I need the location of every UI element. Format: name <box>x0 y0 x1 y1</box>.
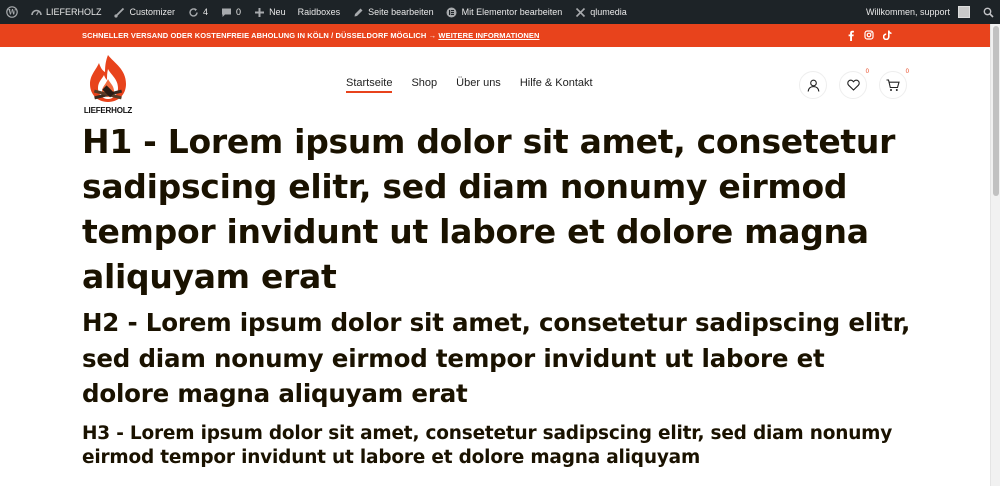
page-content <box>82 119 912 470</box>
cart-icon <box>886 79 900 92</box>
heart-icon <box>847 79 860 91</box>
welcome-label: Willkommen, support <box>865 7 950 17</box>
scrollbar-thumb[interactable] <box>993 26 999 196</box>
cart-count-badge: 0 <box>905 69 909 75</box>
search-icon <box>982 6 994 18</box>
wordpress-icon <box>6 6 18 18</box>
promo-message: SCHNELLER VERSAND ODER KOSTENFREIE ABHOLUNG IN KÖLN / DÜSSELDORF MÖGLICH → <box>82 31 437 40</box>
promo-bar <box>0 24 990 47</box>
my-account-menu[interactable] <box>860 0 976 24</box>
admin-search-button[interactable] <box>976 0 1000 24</box>
new-content-menu[interactable] <box>247 0 292 24</box>
promo-text <box>82 31 540 40</box>
refresh-icon <box>187 6 199 18</box>
site-logo[interactable] <box>80 53 136 115</box>
heading-h3: H3 - Lorem ipsum dolor sit amet, consetetur sadipscing elitr, sed diam nonumy eirmod tempor invidunt ut labore et dolore magna aliquyam <box>82 422 893 468</box>
main-navigation <box>346 77 593 89</box>
edit-page-label: Seite bearbeiten <box>368 7 434 17</box>
nav-item-startseite[interactable]: Startseite <box>346 77 393 89</box>
flame-logo-icon <box>80 53 136 105</box>
elementor-icon <box>446 6 458 18</box>
svg-text:W: W <box>8 7 16 17</box>
nav-item-shop[interactable]: Shop <box>411 77 438 89</box>
raidboxes-menu[interactable] <box>292 0 347 24</box>
wp-admin-bar <box>0 0 1000 24</box>
page-scrollbar[interactable] <box>990 24 1000 486</box>
site-page <box>0 24 990 486</box>
new-label: Neu <box>269 7 286 17</box>
wishlist-button[interactable] <box>839 71 867 99</box>
tiktok-icon[interactable] <box>882 29 892 41</box>
avatar <box>958 6 970 18</box>
tools-icon <box>574 6 586 18</box>
updates-count: 4 <box>203 7 209 17</box>
account-button[interactable] <box>799 71 827 99</box>
logo-wordmark: LIEFERHOLZ <box>83 106 133 115</box>
user-icon <box>807 79 820 92</box>
raidboxes-label: Raidboxes <box>297 7 341 17</box>
nav-item-hilfe-kontakt[interactable]: Hilfe & Kontakt <box>519 77 593 89</box>
elementor-label: Mit Elementor bearbeiten <box>461 7 563 17</box>
plus-icon <box>253 6 265 18</box>
pencil-icon <box>352 6 364 18</box>
customizer-link[interactable] <box>108 0 182 24</box>
brush-icon <box>114 6 126 18</box>
dashboard-icon <box>30 6 42 18</box>
site-name-label: LIEFERHOLZ <box>46 7 102 17</box>
facebook-icon[interactable] <box>846 29 856 41</box>
cart-button[interactable] <box>879 71 907 99</box>
qlumedia-label: qlumedia <box>590 7 627 17</box>
wishlist-count-badge: 0 <box>865 69 869 75</box>
qlumedia-menu[interactable] <box>568 0 633 24</box>
customizer-label: Customizer <box>129 7 176 17</box>
instagram-icon[interactable] <box>864 29 874 41</box>
wordpress-logo-menu[interactable] <box>0 0 24 24</box>
updates-link[interactable] <box>181 0 214 24</box>
heading-h1: H1 - Lorem ipsum dolor sit amet, consetetur sadipscing elitr, sed diam nonumy eirmod tempor invidunt ut labore et dolore magna aliquyam erat <box>82 122 896 296</box>
heading-h2: H2 - Lorem ipsum dolor sit amet, consetetur sadipscing elitr, sed diam nonumy eirmod tempor invidunt ut labore et dolore magna aliquyam erat <box>82 308 911 408</box>
edit-page-link[interactable] <box>346 0 440 24</box>
comment-icon <box>220 6 232 18</box>
promo-link[interactable]: WEITERE INFORMATIONEN <box>438 31 540 40</box>
comments-link[interactable] <box>214 0 247 24</box>
elementor-edit-link[interactable] <box>440 0 569 24</box>
social-links <box>846 29 892 41</box>
comments-count: 0 <box>236 7 242 17</box>
nav-item-ueber-uns[interactable]: Über uns <box>456 77 501 89</box>
site-name-menu[interactable] <box>24 0 108 24</box>
